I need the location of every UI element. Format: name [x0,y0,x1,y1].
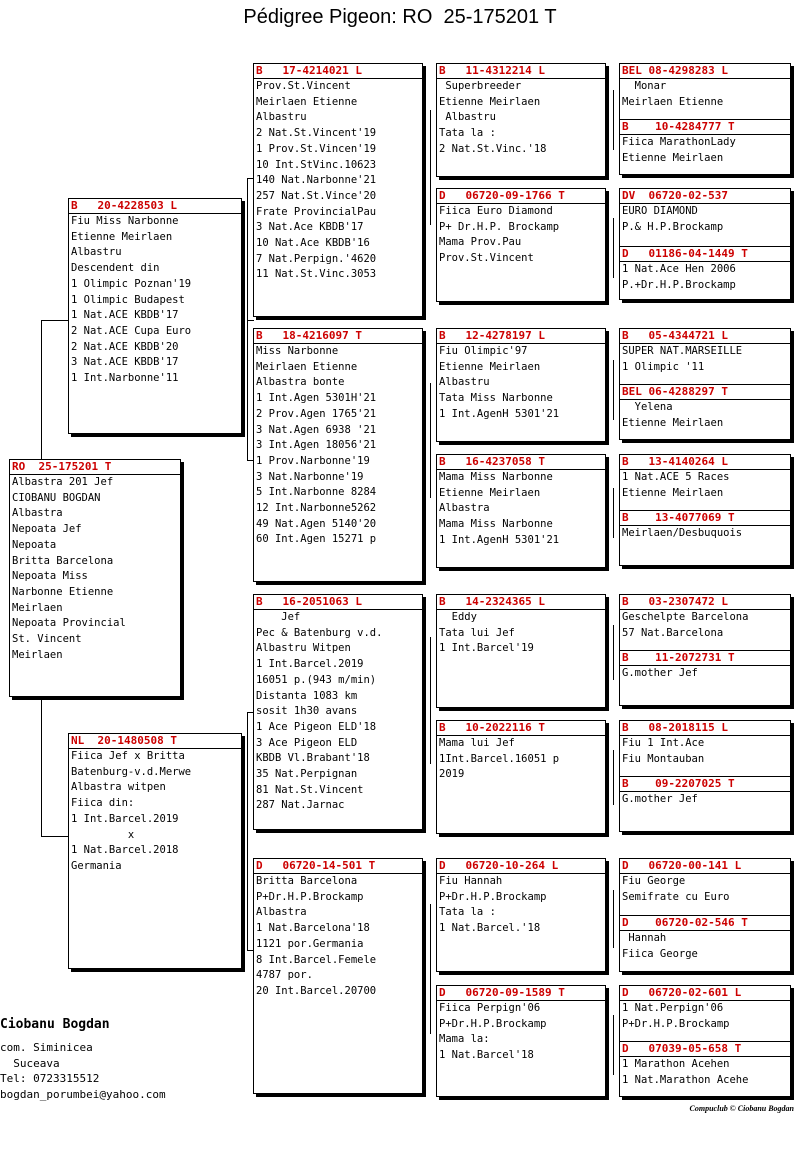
connector-line [247,712,248,950]
ring-number: D 06720-09-1589 T [437,986,605,1001]
great-grandparent-card [436,985,606,1097]
info-line: Albastru [439,111,496,124]
info-line: 2019 [439,768,465,781]
info-line: Miss Narbonne [256,345,339,357]
ancestor-pair-card [619,454,791,566]
info-line: 1 Nat.Barcel.2018 [71,844,179,857]
ring-number: B 05-4344721 L [620,329,790,344]
info-line: 60 Int.Agen 15271 p [256,533,377,546]
ring-number: B 03-2307472 L [620,595,790,610]
info-line: Nepoata Miss [12,570,88,583]
info-line: 1 Nat.ACE 5 Races [622,471,730,483]
info-line: Pec & Batenburg v.d. [256,626,383,639]
info-line: Fiica MarathonLady [622,136,736,148]
ring-number: NL 20-1480508 T [69,734,241,749]
info-line: 3 Nat.Agen 6938 '21 [256,423,377,436]
connector-line [430,383,431,498]
info-line: Fiica din: [71,797,135,810]
info-line: Germania [71,859,122,872]
info-line: Albastra [256,906,307,919]
info-line: Albastra [12,507,63,520]
info-line: 1 Nat.Barcel.'18 [439,922,541,935]
info-line: 1 Int.Agen 5301H'21 [256,392,377,405]
info-line: Etienne Meirlaen [71,230,173,243]
connector-line [247,320,254,321]
ring-number: D 06720-14-501 T [254,859,422,874]
info-line: 1 Olimpic Poznan'19 [71,277,192,290]
info-line: Meirlaen Etienne [622,95,724,108]
info-line: 3 Nat.ACE KBDB'17 [71,356,179,369]
info-line: EURO DIAMOND [622,205,698,217]
ring-number: D 06720-02-601 L [620,986,790,1001]
ring-number: B 10-2022116 T [437,721,605,736]
connector-line [613,90,614,150]
info-line: Meirlaen/Desbuquois [622,527,743,539]
ring-number: D 06720-00-141 L [620,859,790,874]
info-line: Tata la : [439,127,496,140]
info-line: 11 Nat.St.Vinc.3053 [256,268,377,281]
info-line: Distanta 1083 km [256,689,358,702]
info-line: Batenburg-v.d.Merwe [71,765,192,778]
info-line: 1 Prov.St.Vincen'19 [256,142,377,155]
info-line: Mama la: [439,1033,490,1046]
connector-line [430,637,431,764]
ancestor-pair-card [619,985,791,1097]
ring-number: BEL 08-4298283 L [620,64,790,79]
info-line: Frate ProvincialPau [256,205,377,218]
info-line: 4787 por. [256,969,313,982]
info-line: 3 Ace Pigeon ELD [256,736,358,749]
info-line: CIOBANU BOGDAN [12,491,101,504]
ring-number: D 06720-09-1766 T [437,189,605,204]
ring-number: B 17-4214021 L [254,64,422,79]
ring-number: B 12-4278197 L [437,329,605,344]
ring-number: DV 06720-02-537 [620,189,790,204]
info-line: Albastru [256,111,307,124]
connector-line [613,218,614,278]
info-line: Fiu Montauban [622,752,705,765]
info-line: G.mother Jef [622,667,698,679]
connector-line [247,178,248,320]
grandparent-card [253,858,423,1094]
info-line: 12 Int.Narbonne5262 [256,502,377,515]
ring-number: B 09-2207025 T [620,777,790,792]
great-grandparent-card [436,720,606,834]
ancestor-pair-card [619,63,791,175]
info-line: Etienne Meirlaen [439,360,541,373]
main-pigeon-card [9,459,181,697]
father-card [68,198,242,434]
info-line: Fiu George [622,875,686,887]
info-line: 3 Nat.Narbonne'19 [256,470,364,483]
info-line: 2 Nat.ACE Cupa Euro [71,324,192,337]
info-line: Meirlaen [12,601,63,614]
info-line: 1 Prov.Narbonne'19 [256,454,370,467]
info-line: 1 Int.Barcel.2019 [71,812,179,825]
info-line: 1 Olimpic '11 [622,360,705,373]
info-line: 2 Prov.Agen 1765'21 [256,407,377,420]
great-grandparent-card [436,858,606,972]
ring-number: D 01186-04-1449 T [620,247,790,262]
info-line: Fiu Hannah [439,875,503,887]
info-line: 1 Nat.Marathon Acehe [622,1073,749,1086]
info-line: Mama Prov.Pau [439,236,522,249]
ring-number: RO 25-175201 T [10,460,180,475]
ring-number: B 13-4140264 L [620,455,790,470]
mother-card [68,733,242,969]
great-grandparent-card [436,63,606,177]
ring-number: B 16-4237058 T [437,455,605,470]
info-line: Fiica Perpign'06 [439,1002,541,1014]
ring-number: B 11-2072731 T [620,651,790,666]
owner-phone: Tel: 0723315512 [0,1072,100,1086]
ring-number: D 06720-02-546 T [620,916,790,931]
info-line: 5 Int.Narbonne 8284 [256,486,377,499]
info-line: 16051 p.(943 m/min) [256,673,377,686]
connector-line [41,320,69,321]
info-line: Britta Barcelona [12,554,114,567]
info-line: Prov.St.Vincent [256,80,351,92]
connector-line [613,750,614,805]
info-line: P+Dr.H.P.Brockamp [622,1017,730,1030]
info-line: Britta Barcelona [256,875,358,887]
ancestor-pair-card [619,720,791,832]
info-line: 1 Marathon Acehen [622,1058,730,1070]
connector-line [613,890,614,948]
ring-number: B 13-4077069 T [620,511,790,526]
info-line: P+Dr.H.P.Brockamp [439,890,547,903]
connector-line [430,904,431,1034]
info-line: Albastru Witpen [256,642,351,655]
info-line: Albastra bonte [256,376,345,389]
ring-number: B 11-4312214 L [437,64,605,79]
info-line: 10 Int.StVinc.10623 [256,158,377,171]
info-line: 81 Nat.St.Vincent [256,783,364,796]
ring-number: B 14-2324365 L [437,595,605,610]
info-line: Prov.St.Vincent [439,252,534,265]
info-line: Etienne Meirlaen [622,486,724,499]
owner-name: Ciobanu Bogdan [0,1017,110,1032]
info-line: 1 Int.Barcel.2019 [256,658,364,671]
great-grandparent-card [436,594,606,708]
info-line: Etienne Meirlaen [622,151,724,164]
great-grandparent-card [436,328,606,442]
info-line: P+ Dr.H.P. Brockamp [439,220,560,233]
info-line: Nepoata Provincial [12,617,126,630]
connector-line [247,320,248,460]
info-line: Descendent din [71,262,160,275]
info-line: 1 Olimpic Budapest [71,293,185,306]
owner-info [0,1016,166,1103]
info-line: 2 Nat.St.Vinc.'18 [439,142,547,155]
info-line: G.mother Jef [622,793,698,805]
connector-line [41,836,69,837]
info-line: 8 Int.Barcel.Femele [256,953,377,966]
info-line: 1 Int.Narbonne'11 [71,372,179,385]
info-line: SUPER NAT.MARSEILLE [622,345,743,357]
info-line: 7 Nat.Perpign.'4620 [256,252,377,265]
info-line: Albastra witpen [71,781,166,794]
info-line: Mama Miss Narbonne [439,471,553,483]
ring-number: BEL 06-4288297 T [620,385,790,400]
info-line: Semifrate cu Euro [622,890,730,903]
owner-email: bogdan_porumbei@yahoo.com [0,1088,166,1102]
info-line: Meirlaen Etienne [256,360,358,373]
info-line: 3 Nat.Ace KBDB'17 [256,221,364,234]
connector-line [41,696,42,836]
info-line: P.& H.P.Brockamp [622,220,724,233]
info-line: Etienne Meirlaen [622,416,724,429]
ring-number: B 18-4216097 T [254,329,422,344]
info-line: 49 Nat.Agen 5140'20 [256,517,377,530]
info-line: 2 Nat.ACE KBDB'20 [71,340,179,353]
ancestor-pair-card [619,858,791,972]
info-line: P+Dr.H.P.Brockamp [439,1017,547,1030]
info-line: Fiu Miss Narbonne [71,215,179,227]
info-line: 1 Nat.Barcelona'18 [256,922,370,935]
info-line: sosit 1h30 avans [256,705,358,718]
info-line: 1121 por.Germania [256,937,364,950]
copyright-note: Compuclub © Ciobanu Bogdan [689,1104,794,1113]
connector-line [430,110,431,225]
info-line: 1 Nat.Barcel'18 [439,1049,534,1062]
info-line: 10 Nat.Ace KBDB'16 [256,237,370,250]
info-line: Fiu Olimpic'97 [439,345,528,357]
info-line: Nepoata Jef [12,523,82,536]
info-line: Fiu 1 Int.Ace [622,737,705,749]
info-line: 20 Int.Barcel.20700 [256,984,377,997]
ancestor-pair-card [619,328,791,440]
info-line: Albastra [439,502,490,515]
info-line: Monar [622,80,667,92]
info-line: Jef [256,611,301,623]
info-line: 1 Ace Pigeon ELD'18 [256,720,377,733]
info-line: 257 Nat.St.Vince'20 [256,189,377,202]
info-line: 1 Nat.Perpign'06 [622,1002,724,1014]
grandparent-card [253,328,423,582]
info-line: Meirlaen [12,648,63,661]
ancestor-pair-card [619,188,791,300]
info-line: 1 Int.Barcel'19 [439,642,534,655]
info-line: 1 Nat.Ace Hen 2006 [622,263,736,275]
info-line: Meirlaen Etienne [256,95,358,108]
info-line: 1Int.Barcel.16051 p [439,752,560,765]
owner-commune: com. Siminicea [0,1041,93,1054]
ancestor-pair-card [619,594,791,706]
grandparent-card [253,594,423,830]
ring-number: D 07039-05-658 T [620,1042,790,1057]
info-line: 35 Nat.Perpignan [256,768,358,781]
info-line: Eddy [439,611,477,623]
info-line: St. Vincent [12,633,82,646]
ring-number: B 08-2018115 L [620,721,790,736]
info-line: Fiica Jef x Britta [71,750,185,762]
info-line: P.+Dr.H.P.Brockamp [622,278,736,291]
info-line: Hannah [622,932,667,944]
info-line: P+Dr.H.P.Brockamp [256,890,364,903]
info-line: Tata lui Jef [439,626,515,639]
page-title: Pédigree Pigeon: RO 25-175201 T [243,6,557,28]
info-line: Albastra 201 Jef [12,476,114,488]
ring-number: B 20-4228503 L [69,199,241,214]
info-line: 3 Int.Agen 18056'21 [256,439,377,452]
info-line: Tata la : [439,906,496,919]
grandparent-card [253,63,423,317]
info-line: 140 Nat.Narbonne'21 [256,174,377,187]
ring-number: B 10-4284777 T [620,120,790,135]
great-grandparent-card [436,454,606,568]
info-line: Fiica Euro Diamond [439,205,553,217]
info-line: Albastru [71,246,122,259]
info-line: Nepoata [12,538,57,551]
info-line: Superbreeder [439,80,522,92]
info-line: Albastru [439,376,490,389]
info-line: 2 Nat.St.Vincent'19 [256,127,377,140]
connector-line [613,625,614,680]
info-line: 287 Nat.Jarnac [256,799,345,812]
info-line: 57 Nat.Barcelona [622,626,724,639]
info-line: Mama lui Jef [439,737,515,749]
connector-line [613,488,614,538]
connector-line [613,1015,614,1075]
info-line: x [71,828,135,841]
info-line: Fiica George [622,947,698,960]
info-line: Geschelpte Barcelona [622,611,749,623]
info-line: 1 Nat.ACE KBDB'17 [71,309,179,322]
ring-number: D 06720-10-264 L [437,859,605,874]
connector-line [41,320,42,460]
info-line: Tata Miss Narbonne [439,392,553,405]
info-line: KBDB Vl.Brabant'18 [256,752,370,765]
info-line: Yelena [622,401,673,413]
owner-county: Suceava [0,1056,60,1070]
info-line: Etienne Meirlaen [439,486,541,499]
connector-line [613,360,614,420]
info-line: Etienne Meirlaen [439,95,541,108]
ring-number: B 16-2051063 L [254,595,422,610]
info-line: 1 Int.AgenH 5301'21 [439,533,560,546]
info-line: Mama Miss Narbonne [439,518,553,531]
info-line: 1 Int.AgenH 5301'21 [439,407,560,420]
great-grandparent-card [436,188,606,302]
info-line: Narbonne Etienne [12,585,114,598]
